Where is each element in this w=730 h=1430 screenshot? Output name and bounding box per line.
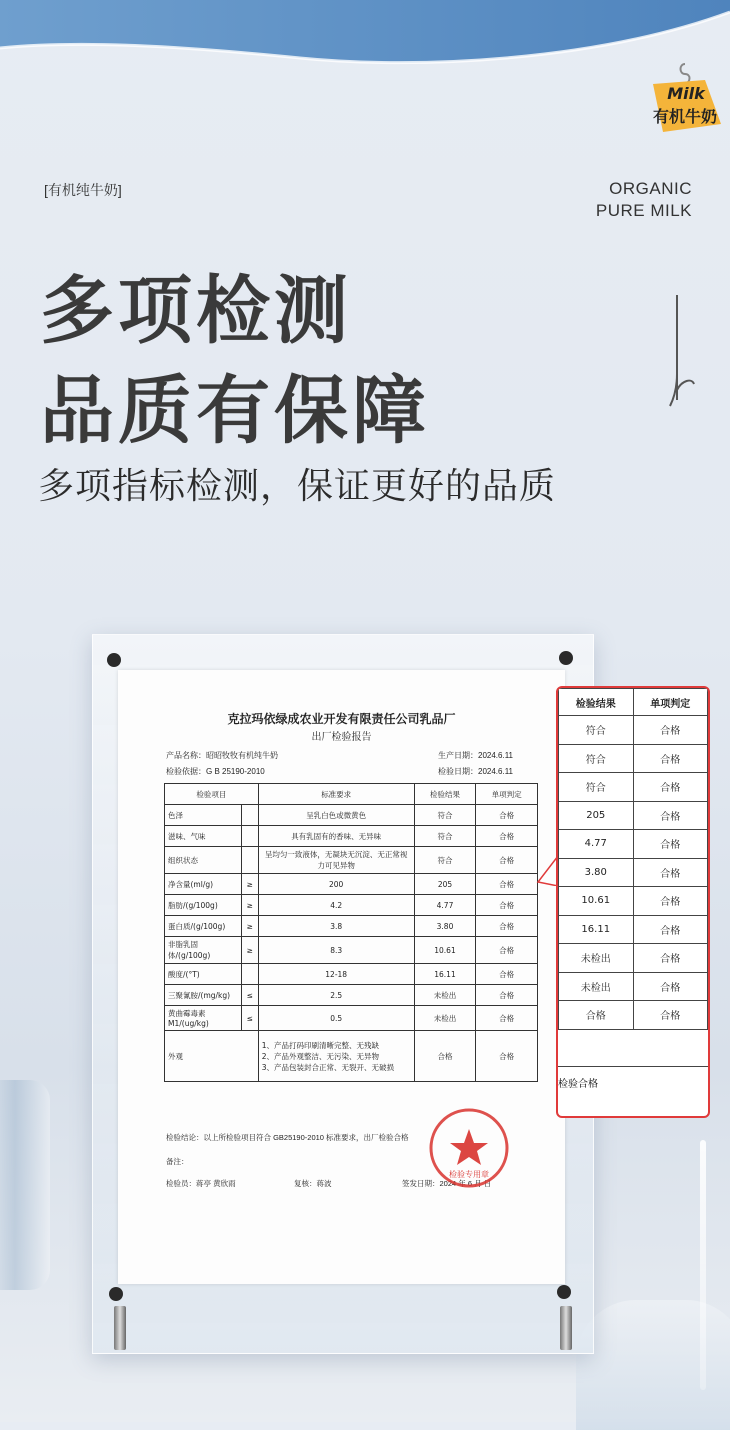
zoom-cell-result: 符合 — [559, 716, 634, 745]
table-cell-judge: 合格 — [476, 964, 538, 985]
prod-date-label: 生产日期： — [438, 751, 478, 760]
appearance-requirement: 3、产品包装封合正常、无裂开、无破损 — [261, 1062, 395, 1072]
table-cell-std: 0.5 — [258, 1006, 414, 1031]
table-cell-result: 10.61 — [414, 937, 476, 964]
table-cell-judge: 合格 — [476, 937, 538, 964]
table-cell-std: 2.5 — [258, 985, 414, 1006]
table-row — [165, 916, 538, 937]
table-cell-std — [258, 1031, 414, 1082]
table-cell-judge: 合格 — [476, 874, 538, 895]
table-cell-item: 色泽 — [165, 805, 242, 826]
zoom-cell-judge: 合格 — [633, 801, 708, 830]
table-cell-judge: 合格 — [476, 985, 538, 1006]
col-header-judge: 单项判定 — [476, 784, 538, 805]
table-cell-op: ≥ — [241, 937, 258, 964]
table-cell-std: 呈乳白色或微黄色 — [258, 805, 414, 826]
table-cell-item: 三聚氰胺/(mg/kg) — [165, 985, 242, 1006]
table-cell-result: 符合 — [414, 826, 476, 847]
table-row — [165, 985, 538, 1006]
table-cell-op: ≥ — [241, 874, 258, 895]
table-cell-judge: 合格 — [476, 895, 538, 916]
zoom-row — [559, 801, 708, 830]
zoom-cell-result: 16.11 — [559, 915, 634, 944]
zoom-cell-judge: 合格 — [633, 972, 708, 1001]
english-label-line1: ORGANIC — [609, 179, 692, 198]
table-cell-judge: 合格 — [476, 847, 538, 874]
zoom-row — [559, 716, 708, 745]
table-cell-item: 脂肪/(g/100g) — [165, 895, 242, 916]
zoom-cell-result: 未检出 — [559, 972, 634, 1001]
col-header-result: 检验结果 — [414, 784, 476, 805]
zoomed-results-table — [558, 688, 708, 1030]
official-stamp-icon — [426, 1105, 512, 1191]
table-cell-std: 200 — [258, 874, 414, 895]
headline-line2: 品质有保障 — [40, 368, 430, 454]
zoom-row — [559, 744, 708, 773]
table-cell-item: 非脂乳固体/(g/100g) — [165, 937, 242, 964]
zoom-cell-judge: 合格 — [633, 716, 708, 745]
table-cell-result: 205 — [414, 874, 476, 895]
glass-decoration-left — [0, 1080, 50, 1290]
table-cell-result: 符合 — [414, 847, 476, 874]
zoom-row — [559, 1001, 708, 1030]
inspection-report — [118, 670, 565, 1284]
zoom-cell-judge: 合格 — [633, 887, 708, 916]
table-row — [165, 826, 538, 847]
headline-line1: 多项检测 — [40, 268, 352, 354]
report-title: 出厂检验报告 — [311, 732, 372, 743]
table-row — [165, 847, 538, 874]
milk-pour-decoration — [700, 1140, 706, 1390]
zoom-cell-result: 205 — [559, 801, 634, 830]
table-cell-result: 符合 — [414, 805, 476, 826]
table-cell-std: 呈均匀一致液体，无凝块无沉淀、无正常视力可见异物 — [258, 847, 414, 874]
basis-label: 检验依据： — [166, 767, 206, 776]
table-row — [165, 895, 538, 916]
zoom-row — [559, 887, 708, 916]
zoom-col-judge: 单项判定 — [633, 689, 708, 716]
table-cell-result: 未检出 — [414, 985, 476, 1006]
subtitle: 多项指标检测，保证更好的品质 — [38, 465, 557, 506]
zoom-cell-judge: 合格 — [633, 944, 708, 973]
frame-stand-right — [560, 1306, 572, 1350]
zoom-cell-judge: 合格 — [633, 858, 708, 887]
table-cell-op: ≥ — [241, 895, 258, 916]
table-cell-std: 12-18 — [258, 964, 414, 985]
table-cell-item: 酸度/(°T) — [165, 964, 242, 985]
table-cell-result: 3.80 — [414, 916, 476, 937]
zoom-cell-result: 3.80 — [559, 858, 634, 887]
zoom-row — [559, 830, 708, 859]
table-cell-std: 具有乳固有的香味、无异味 — [258, 826, 414, 847]
table-cell-item: 蛋白质/(g/100g) — [165, 916, 242, 937]
table-cell-result: 16.11 — [414, 964, 476, 985]
tag-cn-label: 有机牛奶 — [652, 107, 717, 126]
table-cell-result: 合格 — [414, 1031, 476, 1082]
table-cell-judge: 合格 — [476, 916, 538, 937]
product-name — [166, 750, 278, 761]
table-cell-op: ≤ — [241, 985, 258, 1006]
zoomed-results-panel — [556, 686, 710, 1118]
product-label: 产品名称： — [166, 751, 206, 760]
screw-icon — [107, 653, 121, 667]
table-row — [165, 805, 538, 826]
col-header-item: 检验项目 — [165, 784, 259, 805]
glass-decoration-right — [576, 1300, 730, 1430]
production-date — [438, 750, 513, 761]
zoom-cell-judge: 合格 — [633, 744, 708, 773]
table-cell-op: ≥ — [241, 916, 258, 937]
appearance-requirement: 1、产品打码印刷清晰完整、无残缺 — [261, 1040, 380, 1050]
issue-date: 签发日期：2024 年 6 月 日 — [402, 1179, 492, 1188]
zoom-row — [559, 773, 708, 802]
col-header-std: 标准要求 — [258, 784, 414, 805]
product-value: 昭昭牧牧有机纯牛奶 — [206, 751, 278, 760]
zoom-cell-appearance_result: 合格 — [559, 1001, 634, 1030]
table-row — [165, 874, 538, 895]
zoom-cell-judge: 合格 — [633, 830, 708, 859]
table-row — [165, 964, 538, 985]
category-label: [有机纯牛奶] — [44, 182, 122, 198]
zoom-cell-result: 4.77 — [559, 830, 634, 859]
basis-value: G B 25190-2010 — [206, 767, 265, 776]
zoom-cell-result: 符合 — [559, 744, 634, 773]
zoom-cell-result: 未检出 — [559, 944, 634, 973]
report-table — [164, 783, 538, 1082]
zoom-cell-result: 10.61 — [559, 887, 634, 916]
prod-date-value: 2024.6.11 — [478, 751, 513, 760]
report-company: 克拉玛依绿成农业开发有限责任公司乳品厂 — [227, 712, 456, 726]
frame-stand-left — [114, 1306, 126, 1350]
report-conclusion: 检验结论：以上所检验项目符合 GB25190-2010 标准要求，出厂检验合格 — [166, 1133, 409, 1142]
table-cell-result: 4.77 — [414, 895, 476, 916]
zoom-row — [559, 915, 708, 944]
test-basis — [166, 766, 265, 777]
table-cell-item: 滋味、气味 — [165, 826, 242, 847]
table-cell-std: 3.8 — [258, 916, 414, 937]
test-date-label: 检验日期： — [438, 767, 478, 776]
screw-icon — [559, 651, 573, 665]
table-row — [165, 1031, 538, 1082]
english-label — [596, 178, 692, 222]
zoomed-conclusion: 检验合格 — [558, 1066, 708, 1116]
english-label-line2: PURE MILK — [595, 201, 692, 220]
table-cell-judge: 合格 — [476, 805, 538, 826]
zoom-col-result: 检验结果 — [559, 689, 634, 716]
table-cell-op — [241, 805, 258, 826]
table-cell-std: 8.3 — [258, 937, 414, 964]
test-date-value: 2024.6.11 — [478, 767, 513, 776]
zoom-cell-appearance_judge: 合格 — [633, 1001, 708, 1030]
tag-milk-label: Milk — [667, 84, 705, 103]
zoom-row — [559, 972, 708, 1001]
table-cell-op — [241, 826, 258, 847]
screw-icon — [557, 1285, 571, 1299]
table-cell-judge: 合格 — [476, 1006, 538, 1031]
screw-icon — [109, 1287, 123, 1301]
table-cell-result: 未检出 — [414, 1006, 476, 1031]
table-cell-item: 黄曲霉毒素M1/(ug/kg) — [165, 1006, 242, 1031]
zoom-row — [559, 858, 708, 887]
table-row — [165, 937, 538, 964]
table-cell-op: ≤ — [241, 1006, 258, 1031]
test-date — [438, 766, 513, 777]
report-remarks: 备注： — [166, 1157, 189, 1166]
table-cell-op — [241, 964, 258, 985]
zoom-cell-result: 符合 — [559, 773, 634, 802]
table-row — [165, 1006, 538, 1031]
reviewer: 复核：蒋波 — [294, 1179, 332, 1188]
inspector: 检验员：蒋亭 黄欣雨 — [166, 1179, 236, 1188]
stamp-text: 检验专用章 — [449, 1170, 489, 1179]
zoom-cell-judge: 合格 — [633, 915, 708, 944]
header-wave — [0, 0, 730, 90]
curl-icon — [668, 372, 698, 408]
table-cell-judge: 合格 — [476, 826, 538, 847]
table-cell-std: 4.2 — [258, 895, 414, 916]
zoom-cell-judge: 合格 — [633, 773, 708, 802]
table-cell-op — [241, 847, 258, 874]
table-cell-item: 外观 — [165, 1031, 259, 1082]
table-cell-item: 净含量(ml/g) — [165, 874, 242, 895]
table-cell-item: 组织状态 — [165, 847, 242, 874]
zoom-row — [559, 944, 708, 973]
table-cell-judge: 合格 — [476, 1031, 538, 1082]
appearance-requirement: 2、产品外观整洁、无污染、无异物 — [261, 1051, 380, 1061]
